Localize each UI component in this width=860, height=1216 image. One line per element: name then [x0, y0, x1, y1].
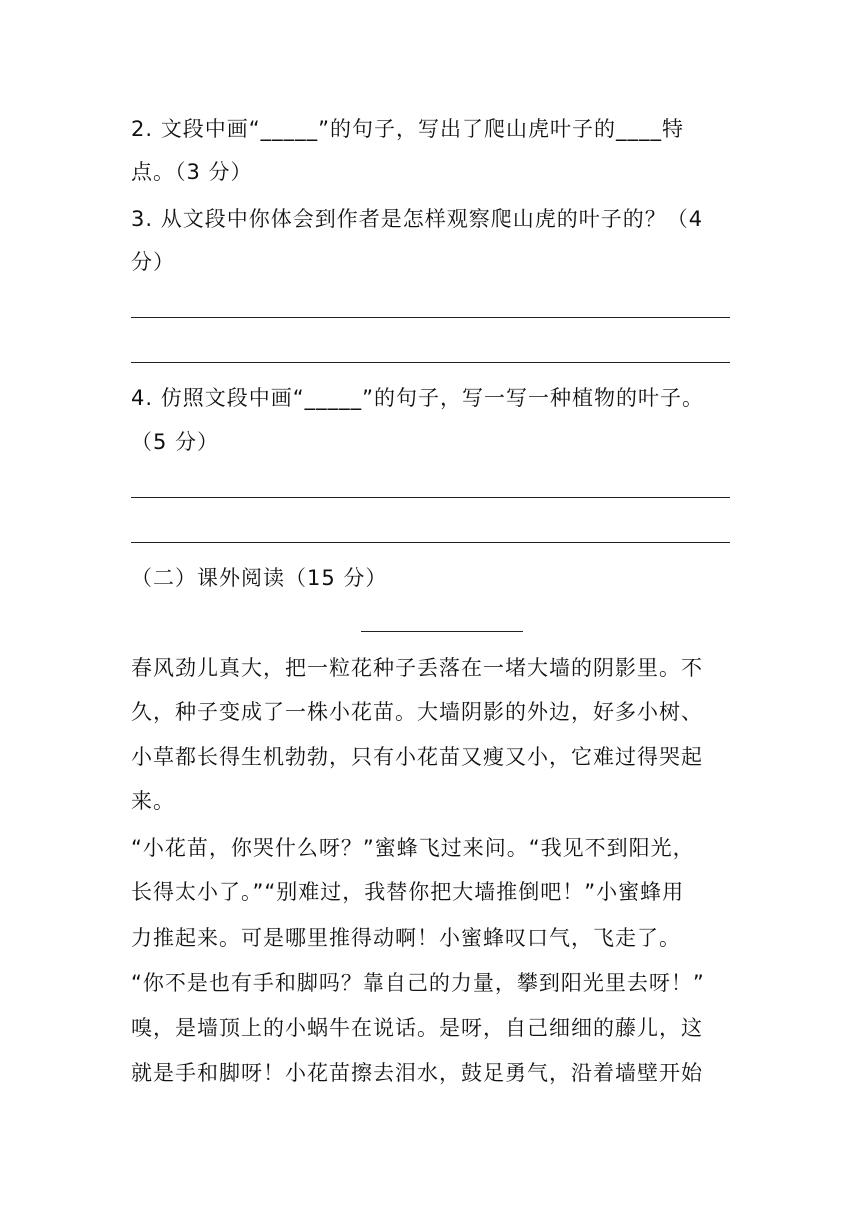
question-3-line-2: 分） — [131, 250, 175, 274]
passage-title-blank[interactable] — [361, 631, 523, 632]
passage-line: 来。 — [131, 789, 175, 813]
passage-line: 就是手和脚呀！小花苗擦去泪水，鼓足勇气，沿着墙壁开始 — [131, 1061, 703, 1085]
section-heading: （二）课外阅读（15 分） — [131, 566, 388, 590]
passage-line: 长得太小了。”“别难过，我替你把大墙推倒吧！”小蜜蜂用 — [131, 880, 685, 904]
question-4-line-2: （5 分） — [131, 430, 220, 454]
question-3-line-1: 3. 从文段中你体会到作者是怎样观察爬山虎的叶子的？（4 — [131, 207, 704, 231]
answer-line-q3-1[interactable] — [131, 317, 730, 318]
answer-line-q3-2[interactable] — [131, 362, 730, 363]
question-2-line-1: 2. 文段中画“_____”的句子，写出了爬山虎叶子的____特 — [131, 117, 684, 141]
answer-line-q4-2[interactable] — [131, 542, 730, 543]
passage-line: “小花苗，你哭什么呀？”蜜蜂飞过来问。“我见不到阳光， — [131, 836, 695, 860]
passage-line: 久，种子变成了一株小花苗。大墙阴影的外边，好多小树、 — [131, 700, 703, 724]
passage-line: 力推起来。可是哪里推得动啊！小蜜蜂叹口气，飞走了。 — [131, 926, 681, 950]
passage-line: 春风劲儿真大，把一粒花种子丢落在一堵大墙的阴影里。不 — [131, 656, 703, 680]
passage-line: 嗅，是墙顶上的小蜗牛在说话。是呀，自己细细的藤儿，这 — [131, 1016, 703, 1040]
question-2-line-2: 点。（3 分） — [131, 160, 253, 184]
passage-line: 小草都长得生机勃勃，只有小花苗又瘦又小，它难过得哭起 — [131, 745, 703, 769]
passage-line: “你不是也有手和脚吗？靠自己的力量，攀到阳光里去呀！” — [131, 971, 705, 995]
question-4-line-1: 4. 仿照文段中画“_____”的句子，写一写一种植物的叶子。 — [131, 386, 704, 410]
answer-line-q4-1[interactable] — [131, 497, 730, 498]
